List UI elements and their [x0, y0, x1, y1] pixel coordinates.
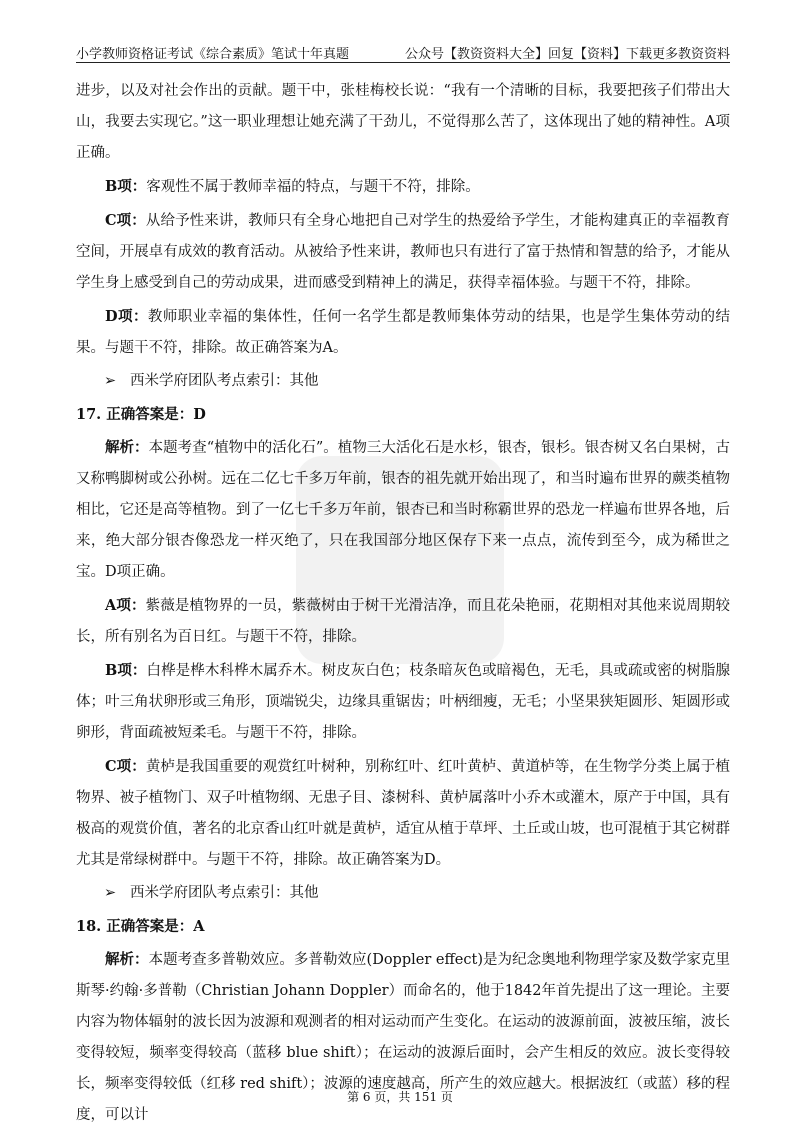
q17-option-b: B项：白桦是桦木科桦木属乔木。树皮灰白色；枝条暗灰色或暗褐色，无毛，具或疏或密的树脂腺体；叶三角状卵形或三角形，顶端锐尖，边缘具重锯齿；叶柄细瘦，无毛；小坚果狭矩圆形、矩圆形或卵形，背面疏被短柔毛。与题干不符，排除。: [76, 662, 730, 741]
q16-continuation: 进步，以及对社会作出的贡献。题干中，张桂梅校长说：“我有一个清晰的目标，我要把孩子们带出大山，我要去实现它。”这一职业理想让她充满了干劲儿，不觉得那么苦了，这体现出了她的精神性。A项正确。: [76, 83, 730, 161]
arrow-right-icon: ➢: [104, 373, 117, 389]
q18-analysis: 解析：本题考查多普勒效应。多普勒效应(Doppler effect)是为纪念奥地利物理学家及数学家克里斯琴·约翰·多普勒（Christian Johann Doppler）而命名的，他于1842年首先提出了这一理论。主要内容为物体辐射的波长因为波源和观测者的相对运动而产生变化。在运动的波源前面，波被压缩，波长变得较短，频率变得较高（蓝移 blue shift）；在运动的波源后面时，会产生相反的效应。波长变得较长，频率变得较低（红移 red shift）；波源的速度越高，所产生的效应越大。根据波红（或蓝）移的程度，可以计: [76, 951, 730, 1123]
q16-option-d: D项：教师职业幸福的集体性，任何一名学生都是教师集体劳动的结果，也是学生集体劳动的结果。与题干不符，排除。故正确答案为A。: [76, 308, 730, 356]
q17-title: 17. 正确答案是：D: [76, 406, 206, 423]
arrow-right-icon: ➢: [104, 885, 117, 901]
q16-option-b: B项：客观性不属于教师幸福的特点，与题干不符，排除。: [105, 178, 480, 195]
q16-index: ➢ 西米学府团队考点索引：其他: [76, 366, 730, 397]
document-body: [76, 76, 730, 1133]
q17-index: ➢ 西米学府团队考点索引：其他: [76, 878, 730, 909]
page-header: [76, 40, 730, 63]
q17-option-c: C项：黄栌是我国重要的观赏红叶树种，别称红叶、红叶黄栌、黄道栌等，在生物学分类上属于植物界、被子植物门、双子叶植物纲、无患子目、漆树科、黄栌属落叶小乔木或灌木，原产于中国，具有极高的观赏价值，著名的北京香山红叶就是黄栌，适宜从植于草坪、土丘或山坡，也可混植于其它树群尤其是常绿树群中。与题干不符，排除。故正确答案为D。: [76, 758, 730, 868]
q18-title: 18. 正确答案是：A: [76, 918, 205, 935]
page-number: 第 6 页，共 151 页: [347, 1090, 453, 1104]
header-title: 小学教师资格证考试《综合素质》笔试十年真题: [76, 47, 350, 62]
q16-option-c: C项：从给予性来讲，教师只有全身心地把自己对学生的热爱给予学生，才能构建真正的幸福教育空间，开展卓有成效的教育活动。从被给予性来讲，教师也只有进行了富于热情和智慧的给予，才能从学生身上感受到自己的劳动成果，进而感受到精神上的满足，获得幸福体验。与题干不符，排除。: [76, 212, 730, 291]
q17-option-a: A项：紫薇是植物界的一员，紫薇树由于树干光滑洁净，而且花朵艳丽，花期相对其他来说周期较长，所有别名为百日红。与题干不符，排除。: [76, 597, 730, 645]
q17-analysis: 解析：本题考查“植物中的活化石”。植物三大活化石是水杉，银杏，银杉。银杏树又名白果树，古又称鸭脚树或公孙树。远在二亿七千多万年前，银杏的祖先就开始出现了，和当时遍布世界的蕨类植物相比，它还是高等植物。到了一亿七千多万年前，银杏已和当时称霸世界的恐龙一样遍布世界各地，后来，绝大部分银杏像恐龙一样灭绝了，只在我国部分地区保存下来一点点，流传到至今，成为稀世之宝。D项正确。: [76, 439, 731, 580]
header-promo: 公众号【教资资料大全】回复【资料】下载更多教资资料: [404, 47, 730, 62]
